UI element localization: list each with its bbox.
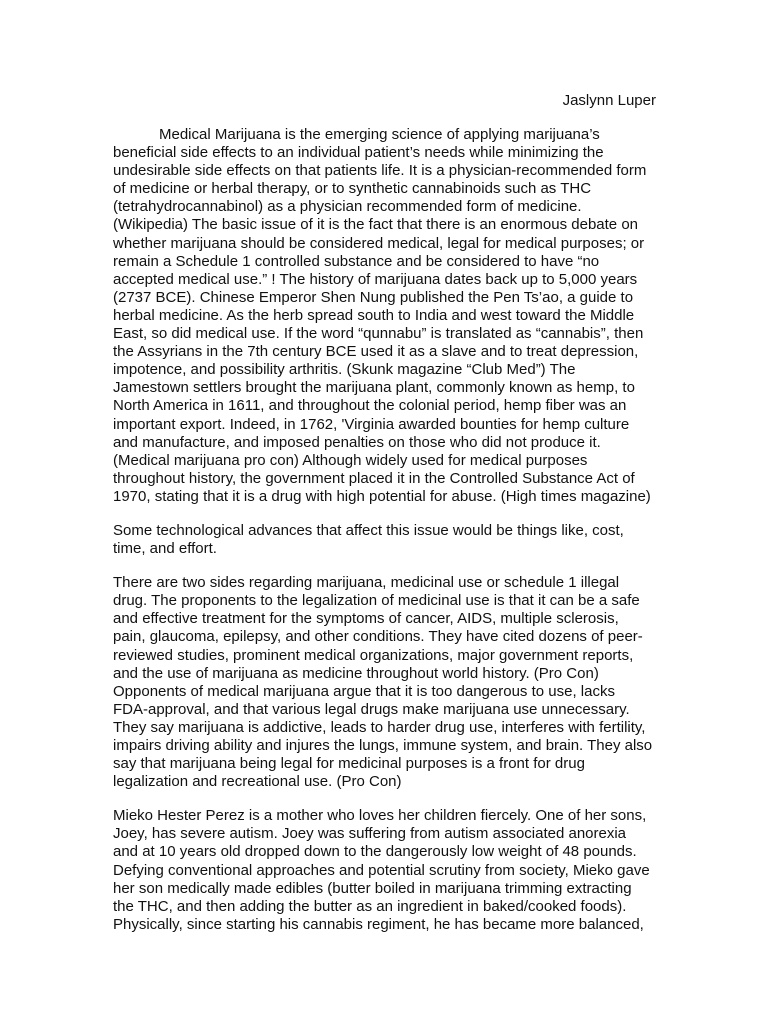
text-line: North America in 1611, and throughout the colonial period, hemp fiber was an (113, 397, 627, 415)
text-line: and at 10 years old dropped down to the dangerously low weight of 48 pounds. (113, 843, 637, 861)
text-line: Mieko Hester Perez is a mother who loves her children fiercely. One of her sons, (113, 807, 647, 825)
text-line: (tetrahydrocannabinol) as a physician recommended form of medicine. (113, 198, 582, 216)
text-line: throughout history, the government placed it in the Controlled Substance Act of (113, 469, 635, 487)
paragraph-1 (113, 126, 658, 506)
text-line: her son medically made edibles (butter boiled in marijuana trimming extracting (113, 879, 632, 897)
text-line: say that marijuana being legal for medicinal purposes is a front for drug (113, 755, 585, 773)
paragraph-2 (113, 522, 658, 558)
text-line: remain a Schedule 1 controlled substance and be considered to have “no (113, 252, 600, 270)
text-line: and effective treatment for the symptoms of cancer, AIDS, multiple sclerosis, (113, 610, 619, 628)
paragraph-4 (113, 807, 658, 934)
text-line: undesirable side effects on that patients life. It is a physician-recommended form (113, 162, 647, 180)
text-line: and manufacture, and imposed penalties on those who did not produce it. (113, 433, 601, 451)
text-line: legalization and recreational use. (Pro Con) (113, 773, 402, 791)
text-line: impotence, and possibility arthritis. (Skunk magazine “Club Med”) The (113, 361, 576, 379)
text-line: (Medical marijuana pro con) Although widely used for medical purposes (113, 451, 588, 469)
text-line: the Assyrians in the 7th century BCE used it as a slave and to treat depression, (113, 343, 639, 361)
text-line: East, so did medical use. If the word “qunnabu” is translated as “cannabis”, then (113, 325, 644, 343)
text-line: drug. The proponents to the legalization of medicinal use is that it can be a safe (113, 592, 640, 610)
author-name: Jaslynn Luper (562, 92, 656, 109)
text-line: pain, glaucoma, epilepsy, and other conditions. They have cited dozens of peer- (113, 628, 643, 646)
text-line: 1970, stating that it is a drug with high potential for abuse. (High times magazine) (113, 487, 651, 505)
text-line: and the use of marijuana as medicine throughout world history. (Pro Con) (113, 664, 599, 682)
text-line: Medical Marijuana is the emerging science of applying marijuana’s (159, 126, 600, 143)
text-line: beneficial side effects to an individual patient’s needs while minimizing the (113, 144, 604, 162)
text-line: the THC, and then adding the butter as an ingredient in baked/cooked foods). (113, 897, 627, 915)
text-line: reviewed studies, prominent medical organizations, major government reports, (113, 646, 634, 664)
text-line: FDA-approval, and that various legal drugs make marijuana use unnecessary. (113, 700, 630, 718)
text-line: important export. Indeed, in 1762, 'Virginia awarded bounties for hemp culture (113, 415, 630, 433)
text-line: They say marijuana is addictive, leads to harder drug use, interferes with fertility, (113, 718, 646, 736)
text-line: time, and effort. (113, 540, 217, 558)
text-line: (2737 BCE). Chinese Emperor Shen Nung published the Pen Ts’ao, a guide to (113, 288, 634, 306)
text-line: Opponents of medical marijuana argue that it is too dangerous to use, lacks (113, 682, 615, 700)
text-line: Physically, since starting his cannabis regiment, he has became more balanced, (113, 915, 644, 933)
text-line: (Wikipedia) The basic issue of it is the fact that there is an enormous debate on (113, 216, 638, 234)
text-line: There are two sides regarding marijuana, medicinal use or schedule 1 illegal (113, 574, 620, 592)
text-line: Joey, has severe autism. Joey was suffering from autism associated anorexia (113, 825, 627, 843)
text-line: herbal medicine. As the herb spread south to India and west toward the Middle (113, 306, 635, 324)
paragraph-3 (113, 574, 658, 791)
document-body (113, 126, 658, 950)
text-line: Defying conventional approaches and potential scrutiny from society, Mieko gave (113, 861, 650, 879)
text-line: Some technological advances that affect this issue would be things like, cost, (113, 521, 624, 539)
text-line: impairs driving ability and injures the lungs, immune system, and brain. They also (113, 737, 653, 754)
text-line: accepted medical use.” ! The history of marijuana dates back up to 5,000 years (113, 270, 638, 288)
text-line: whether marijuana should be considered medical, legal for medical purposes; or (113, 234, 645, 252)
text-line: of medicine or herbal therapy, or to synthetic cannabinoids such as THC (113, 180, 592, 198)
text-line: Jamestown settlers brought the marijuana plant, commonly known as hemp, to (113, 379, 635, 397)
